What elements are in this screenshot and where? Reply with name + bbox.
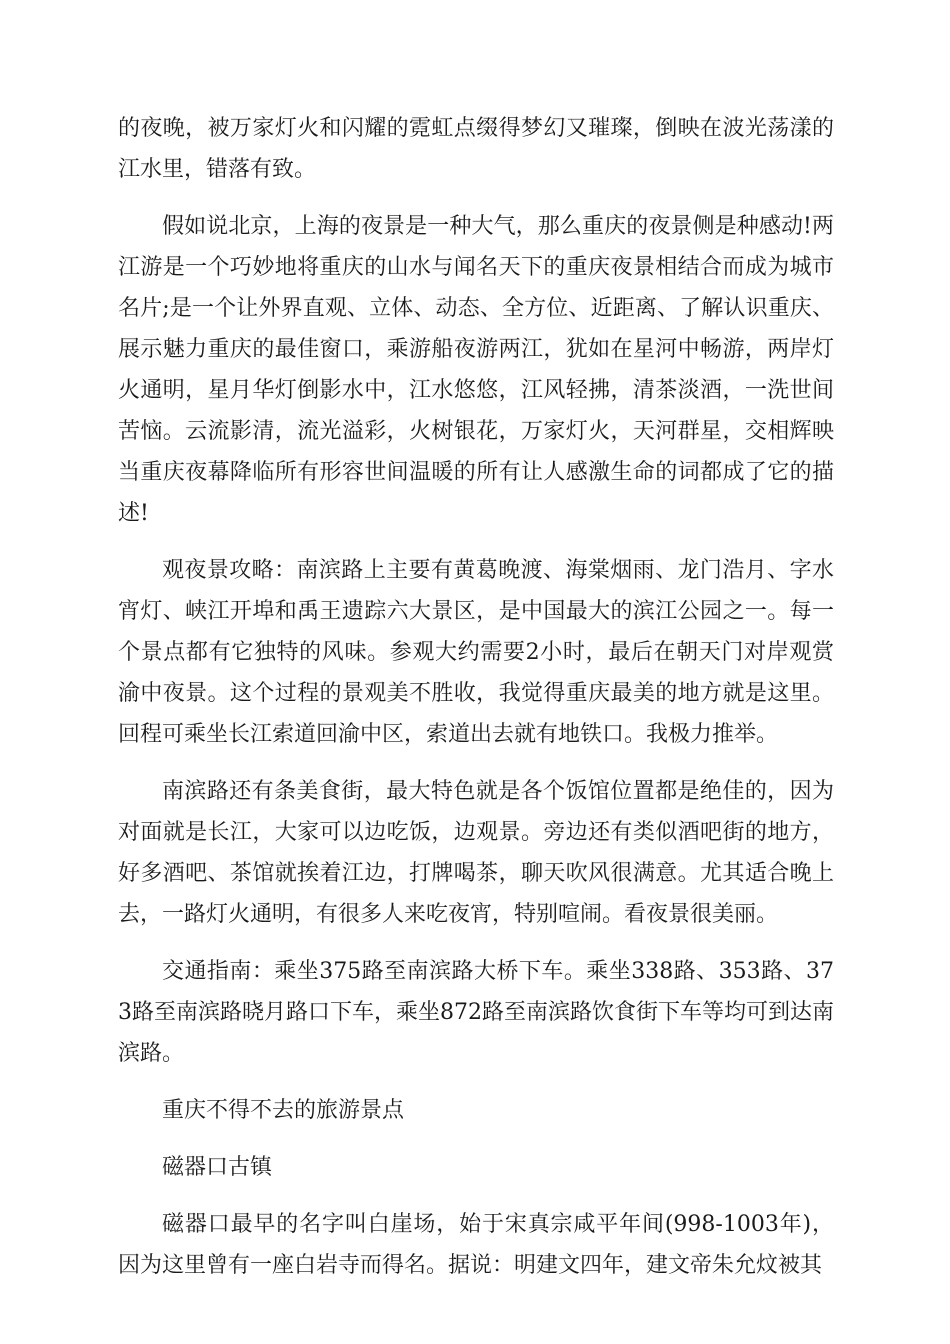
paragraph-ciqikou-history: 磁器口最早的名字叫白崖场，始于宋真宗咸平年间(998-1003年)，因为这里曾有一座白岩寺而得名。据说：明建文四年，建文帝朱允炆被其 [118, 1212, 834, 1278]
paragraph-night-view-guide: 观夜景攻略：南滨路上主要有黄葛晚渡、海棠烟雨、龙门浩月、字水宵灯、峡江开埠和禹王遗踪六大景区，是中国最大的滨江公园之一。每一个景点都有它独特的风味。参观大约需要2小时，最后在朝天门对岸观赏渝中夜景。这个过程的景观美不胜收，我觉得重庆最美的地方就是这里。回程可乘坐长江索道回渝中区，索道出去就有地铁口。我极力推举。 [118, 558, 834, 747]
paragraph-two-rivers-tour: 假如说北京，上海的夜景是一种大气，那么重庆的夜景侧是种感动!两江游是一个巧妙地将重庆的山水与闻名天下的重庆夜景相结合而成为城市名片;是一个让外界直观、立体、动态、全方位、近距离、了解认识重庆、展示魅力重庆的最佳窗口，乘游船夜游两江，犹如在星河中畅游，两岸灯火通明，星月华灯倒影水中，江水悠悠，江风轻拂，清茶淡酒，一洗世间苦恼。云流影清，流光溢彩，火树银花，万家灯火，天河群星，交相辉映当重庆夜幕降临所有形容世间温暖的所有让人感激生命的词都成了它的描述! [118, 214, 834, 526]
section-heading-ciqikou: 磁器口古镇 [162, 1155, 273, 1180]
paragraph-transport-guide: 交通指南：乘坐375路至南滨路大桥下车。乘坐338路、353路、373路至南滨路晓月路口下车，乘坐872路至南滨路饮食街下车等均可到达南滨路。 [118, 959, 834, 1066]
paragraph-night-scene-continued: 的夜晚，被万家灯火和闪耀的霓虹点缀得梦幻又璀璨，倒映在波光荡漾的江水里，错落有致。 [118, 116, 834, 182]
document-body [118, 108, 834, 1302]
section-heading-must-visit: 重庆不得不去的旅游景点 [162, 1098, 405, 1123]
paragraph-food-street: 南滨路还有条美食街，最大特色就是各个饭馆位置都是绝佳的，因为对面就是长江，大家可以边吃饭，边观景。旁边还有类似酒吧街的地方，好多酒吧、茶馆就挨着江边，打牌喝茶，聊天吹风很满意。尤其适合晚上去，一路灯火通明，有很多人来吃夜宵，特别喧闹。看夜景很美丽。 [118, 779, 834, 927]
